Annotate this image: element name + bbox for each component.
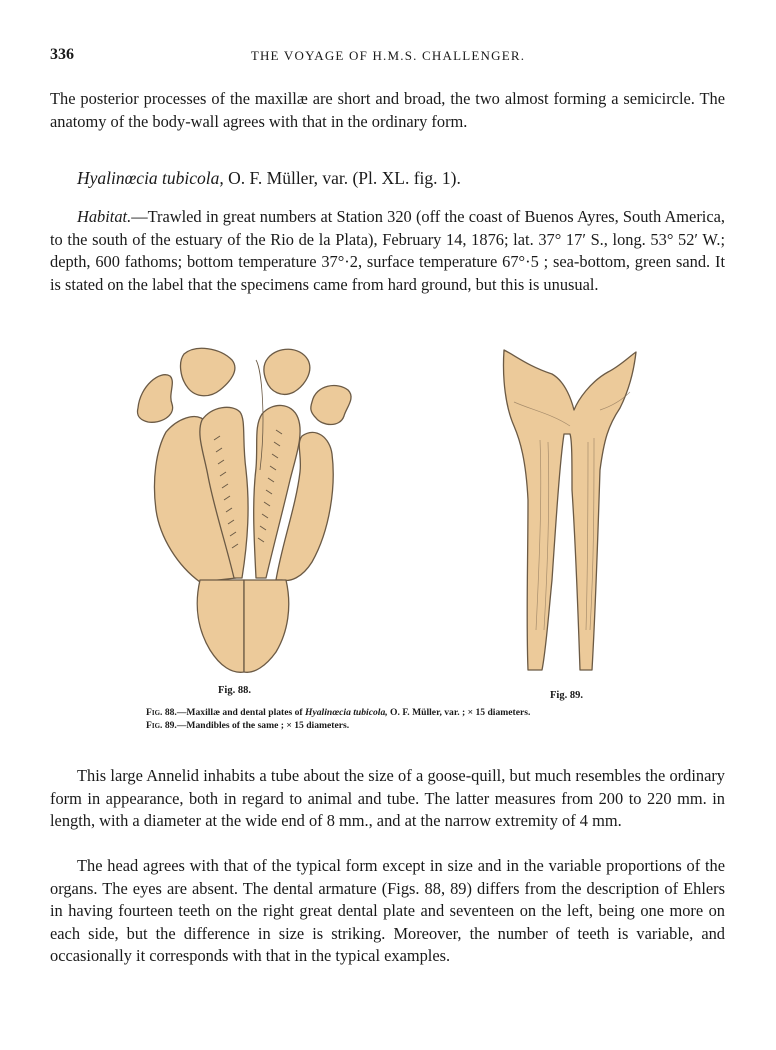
figure-area: [0, 330, 776, 750]
caption-fig89: [146, 720, 666, 732]
paragraph-maxillae: The posterior processes of the maxillæ are short and broad, the two almost forming a semicircle. The anatomy of the body-wall agrees with that in the ordinary form.: [50, 89, 725, 131]
fig88-right-tip: [264, 349, 310, 394]
habitat-label: Habitat.: [77, 207, 132, 226]
fig88-lower-left: [197, 580, 244, 672]
caption-fig88-prefix: Fig. 88.: [146, 707, 177, 718]
paragraph-head: The head agrees with that of the typical form except in size and in the variable proportions of the organs. The eyes are absent. The dental armature (Figs. 88, 89) differs from the description of Ehlers in having fourteen teeth on the right great dental plate and seventeen on the left, being one more on each side, but the difference in size is striking. Moreover, the number of teeth is variable, and occasionally it corresponds with that in the typical examples.: [50, 856, 725, 965]
page-header: [50, 46, 726, 70]
caption-fig88: [146, 707, 666, 719]
caption-fig88-species: Hyalinœcia tubicola,: [305, 707, 388, 718]
fig89-mandible-body: [503, 350, 636, 670]
page-number: 336: [50, 46, 74, 63]
fig88-left-process: [137, 375, 172, 423]
caption-fig88-rest: O. F. Müller, var. ; × 15 diameters.: [387, 707, 531, 718]
paragraph-annelid: This large Annelid inhabits a tube about the size of a goose-quill, but much resembles the ordinary form in appearance, both in regard to animal and tube. The latter measures from 200 to 220 mm. in length, with a diameter at the wide end of 8 mm., and at the narrow extremity of 4 mm.: [50, 766, 725, 830]
species-name: Hyalinœcia tubicola,: [77, 168, 224, 188]
paragraph-habitat: [50, 206, 725, 296]
fig88-maxillae-drawing: [137, 348, 351, 672]
fig88-left-tip: [181, 348, 235, 395]
caption-fig89-text: —Mandibles of the same ; × 15 diameters.: [176, 720, 350, 731]
species-authority: O. F. Müller, var. (Pl. XL. fig. 1).: [223, 168, 461, 188]
fig89-label: Fig. 89.: [550, 690, 583, 701]
running-head: THE VOYAGE OF H.M.S. CHALLENGER.: [250, 48, 526, 63]
habitat-text: —Trawled in great numbers at Station 320 (off the coast of Buenos Ayres, South America, to the south of the estuary of the Rio de la Plata), February 14, 1876; lat. 37° 17′ S., long. 53° 52′ W.; depth, 600 fathoms; bottom temperature 37°·2, surface temperature 67°·5 ; sea-bottom, green sand. It is stated on the label that the specimens came from hard ground, but this is unusual.: [50, 207, 725, 294]
figure-illustrations: [0, 330, 776, 750]
fig88-right-process: [311, 386, 351, 425]
caption-fig89-prefix: Fig. 89.: [146, 720, 177, 731]
caption-fig88-text: —Maxillæ and dental plates of: [176, 707, 306, 718]
fig89-mandible-drawing: [503, 350, 636, 670]
fig88-lower-right: [244, 580, 289, 672]
fig88-label: Fig. 88.: [218, 685, 251, 696]
species-heading: [77, 168, 717, 189]
